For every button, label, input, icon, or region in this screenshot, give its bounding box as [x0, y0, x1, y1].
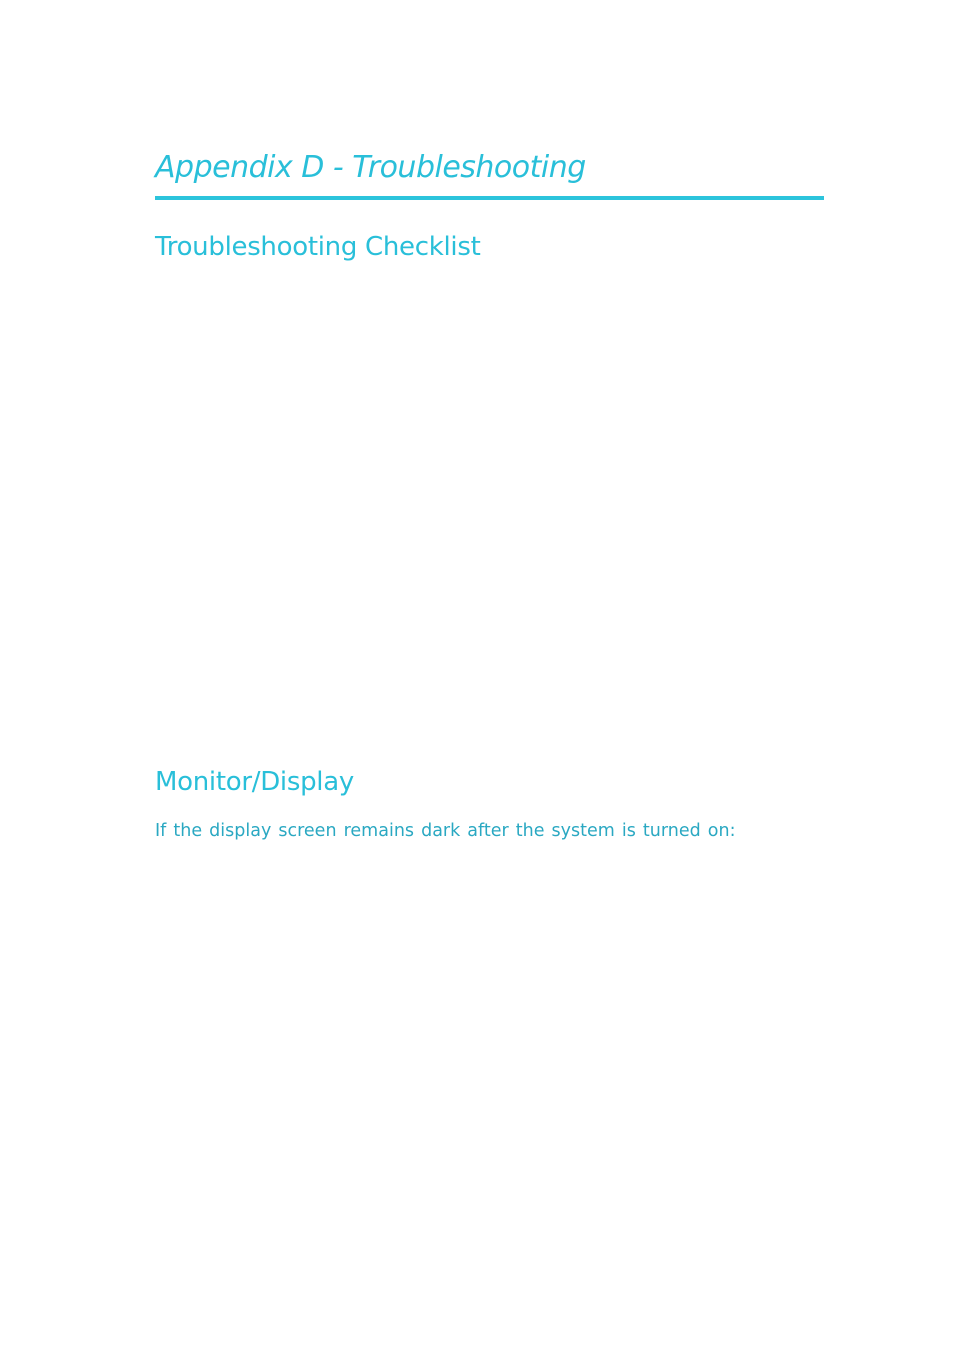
- monitor-intro-text: If the display screen remains dark after the system is turned on:: [155, 821, 736, 841]
- appendix-title: Appendix D - Troubleshooting: [155, 150, 586, 185]
- section-heading-monitor-display: Monitor/Display: [155, 767, 354, 797]
- title-rule: [155, 196, 824, 200]
- section-heading-troubleshooting-checklist: Troubleshooting Checklist: [155, 232, 481, 262]
